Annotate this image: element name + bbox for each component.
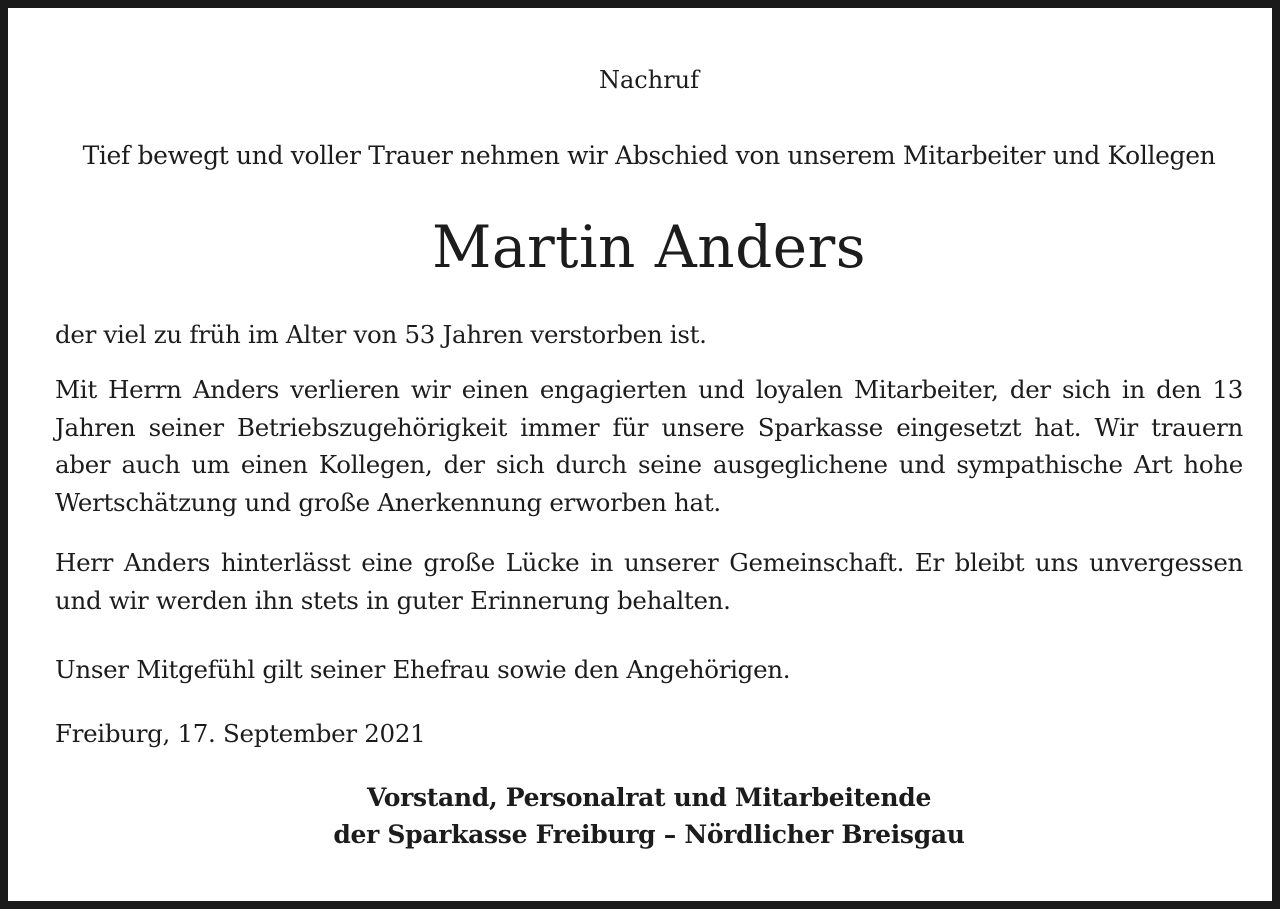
deceased-name: Martin Anders bbox=[431, 213, 867, 281]
notice-intro: Tief bewegt und voller Trauer nehmen wir Abschied von unserem Mitarbeiter und Kollegen bbox=[82, 141, 1216, 170]
place-date: Freiburg, 17. September 2021 bbox=[55, 719, 426, 748]
notice-heading: Nachruf bbox=[598, 66, 700, 94]
paragraph-tribute: Mit Herrn Anders verlieren wir einen engagierten und loyalen Mitarbeiter, der sich in den 13 Jahren seiner Betriebszugehörigkeit immer für unsere Sparkasse eingesetzt hat. Wir trauern aber auch um einen Kollegen, der sich durch seine ausgeglichene und sympathische Art hohe Wertschätzung und große Anerkennung erworben hat. bbox=[55, 375, 1243, 517]
age-line: der viel zu früh im Alter von 53 Jahren verstorben ist. bbox=[55, 320, 707, 349]
signature-block bbox=[55, 779, 1243, 853]
signature-line-2: der Sparkasse Freiburg – Nördlicher Breisgau bbox=[333, 820, 965, 849]
paragraph-remembrance: Herr Anders hinterlässt eine große Lücke in unserer Gemeinschaft. Er bleibt uns unvergessen und wir werden ihn stets in guter Erinnerung behalten. bbox=[55, 548, 1243, 615]
signature-line-1: Vorstand, Personalrat und Mitarbeitende bbox=[366, 783, 932, 812]
paragraph-condolence: Unser Mitgefühl gilt seiner Ehefrau sowie den Angehörigen. bbox=[55, 655, 791, 684]
